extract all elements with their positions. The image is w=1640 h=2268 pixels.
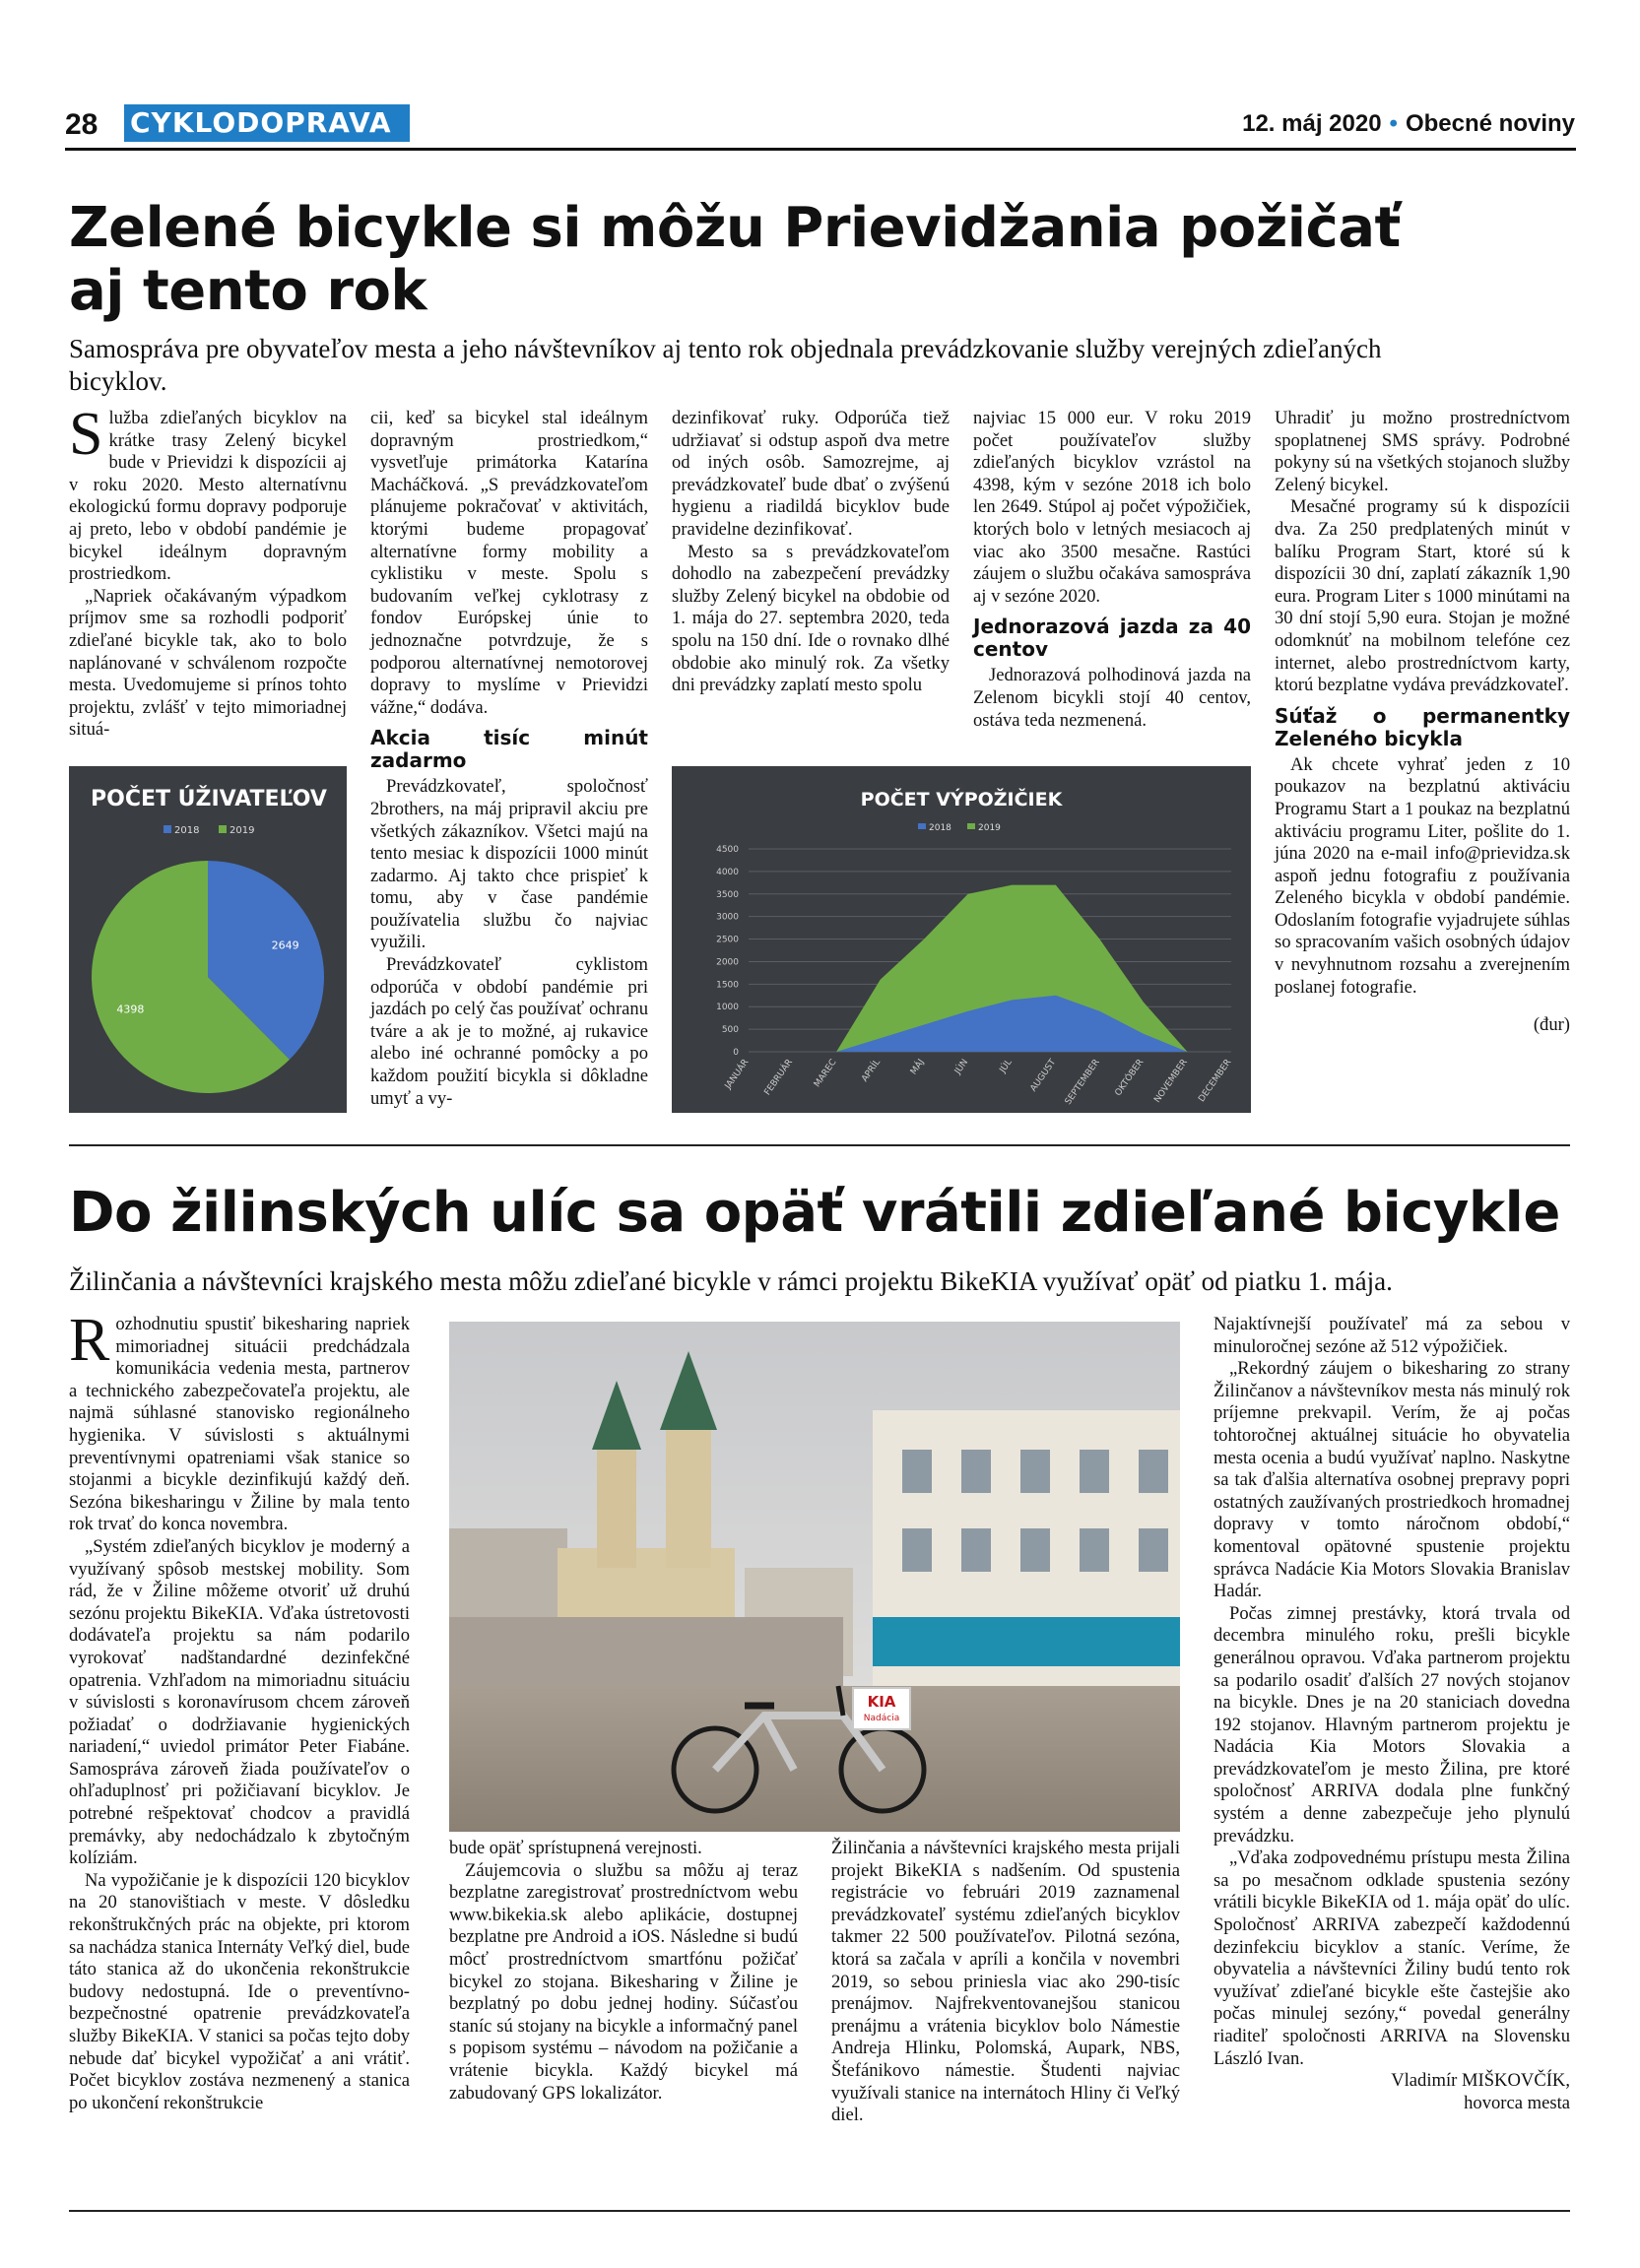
legend-swatch <box>967 823 975 829</box>
article1-lead-line1: Samospráva pre obyvateľov mesta a jeho návštevníkov aj tento rok objednala prevádzkovanie služby verejných zdieľaných <box>69 334 1382 363</box>
paragraph: Počas zimnej prestávky, ktorá trvala od decembra minulého roku, prešli bicykle generálnou opravou. Vďaka partnerom projektu sa podarilo osadiť ďalších 27 nových stojanov na bicykle. Dnes je na 20 staniciach dovedna 192 stojanov. Hlavným partnerom projektu je Nadácia Kia Motors Slovakia a prevádzkovateľom je mesto Žilina, pre ktoré spoločnosť ARRIVA dodala plne funkčný systém a denne zabezpečuje jeho plynulú prevádzku. <box>1214 1602 1570 1847</box>
page-number: 28 <box>65 108 98 141</box>
article1-column-2 <box>370 408 648 1110</box>
paragraph: „Rekordný záujem o bikesharing zo strany Žilinčanov a návštevníkov mesta nás minulý rok príjemne prekvapil. Verím, že aj počas tohtoročnej aktuálnej situácie ho obyvatelia mesta ocenia a budú využívať naplno. Naskytne sa tak ďalšia alternatíva osobnej prepravy popri ostatných zaužívaných prostriedkoch hromadnej dopravy v tomto náročnom období,“ komentoval opätovné spustenie projektu správca Nadácie Kia Motors Slovakia Branislav Hadár. <box>1214 1358 1570 1602</box>
signature-role: hovorca mesta <box>1464 2092 1570 2113</box>
paragraph: lužba zdieľaných bicyklov na krátke trasy Zelený bicykel bude v Prievidzi k dispozícii aj v roku 2020. Mesto alternatívnu ekologickú formu dopravy podporuje aj preto, lebo v období pandémie je bicykel ideálnym dopravným prostriedkom. <box>69 408 347 585</box>
article2-column-3 <box>831 1838 1180 2127</box>
article1-column-4 <box>973 408 1251 732</box>
stone-wall <box>449 1617 843 1696</box>
paragraph: ozhodnutiu spustiť bikesharing napriek mimoriadnej situácii predchádzala komunikácia vedenia mesta, partnerov a technického zabezpečovateľa projektu, ale najmä súhlasné stanovisko regionálneho hygienika. V súvislosti s aktuálnymi preventívnymi opatreniami však stanice so stojanmi a bicykle dezinfikujú každý deň. Sezóna bikesharingu v Žiline by mala tento rok trvať do konca novembra. <box>69 1314 410 1535</box>
paragraph: Jednorazová polhodinová jazda na Zelenom bicykli stojí 40 centov, ostáva teda nezmenená. <box>973 665 1251 731</box>
x-tick-label: OKTÓBER <box>1113 1057 1147 1098</box>
church-tower-right <box>666 1430 711 1568</box>
legend-label: 2019 <box>978 823 1001 833</box>
y-tick-label: 4000 <box>716 867 739 877</box>
article1-lead-line2: bicyklov. <box>69 366 167 396</box>
paragraph: „Napriek očakávaným výpadkom príjmov sme sa rozhodli podporiť zdieľané bicykle tak, ako to bolo naplánované v schválenom rozpočte mesta. Uvedomujeme si prínos tohto projektu, zvlášť v tejto mimoriadnej situá- <box>69 585 347 741</box>
dropcap: S <box>69 401 103 468</box>
users-pie-chart <box>69 766 347 1113</box>
subheading: Súťaž o permanentky Zeleného bicykla <box>1275 703 1570 750</box>
subheading: Jednorazová jazda za 40 centov <box>973 615 1251 662</box>
pie-slices <box>92 861 324 1093</box>
photo-illustration <box>449 1322 1180 1832</box>
y-tick-label: 4500 <box>716 845 739 855</box>
y-tick-label: 3000 <box>716 912 739 923</box>
section-label: CYKLODOPRAVA <box>124 104 410 142</box>
paragraph: Prevádzkovateľ, spoločnosť 2brothers, na máj pripravil akciu pre všetkých zákazníkov. Všetci majú na tento mesiac k dispozícii 1000 minút zadarmo. Aj takto chce prispieť k tomu, aby v čase pandémie používatelia službu čo najviac využili. <box>370 776 648 953</box>
subheading: Akcia tisíc minút zadarmo <box>370 726 648 773</box>
bottom-rule <box>69 2210 1570 2212</box>
paragraph: bude opäť sprístupnená verejnosti. <box>449 1838 702 1858</box>
legend-swatch <box>164 825 171 833</box>
pie-data-label: 4398 <box>116 1003 145 1016</box>
x-tick-label: MÁJ <box>908 1057 927 1077</box>
x-tick-label: MAREC <box>812 1057 839 1090</box>
bike-station-photo <box>449 1322 1180 1832</box>
chart-legend <box>918 823 1001 833</box>
article2-column-4 <box>1214 1314 1570 2114</box>
x-tick-label: JÚL <box>998 1057 1015 1075</box>
issue-date: 12. máj 2020 <box>1242 110 1382 137</box>
paragraph: „Systém zdieľaných bicyklov je moderný a využívaný spôsob mestskej mobility. Som rád, že v Žiline môžeme otvoriť už druhú sezónu projektu BikeKIA. Vďaka ústretovosti dodávateľa projektu sa nám podarilo vyrokovať nadštandardné dezinfekčné opatrenia. Vzhľadom na mimoriadnu situáciu v súvislosti s koronavírusom chcem zároveň požiadať o dodržiavanie hygienických nariadení,“ uviedol primátor Peter Fiabáne. Samospráva zároveň žiada používateľov o ohľaduplnosť pri požičiavaní bicyklov. Je potrebné rešpektovať chodcov a pravidlá premávky, aby nedochádzalo k zbytočným kolíziám. <box>69 1535 410 1869</box>
x-axis-ticks <box>721 1057 1233 1107</box>
paragraph: dezinfikovať ruky. Odporúča tiež udržiavať si odstup aspoň dva metre od iných osôb. Samozrejme, aj prevádzkovateľ bude dbať o zvýšenú hygienu a riadildá bicyklov bude pravidelne dezinfikovať. <box>672 408 950 540</box>
y-tick-label: 1000 <box>716 1003 739 1013</box>
x-tick-label: APRÍL <box>860 1057 884 1084</box>
legend-label: 2019 <box>230 825 255 836</box>
paragraph: Mesto sa s prevádzkovateľom dohodlo na zabezpečení prevádzky služby Zelený bicykel na obdobie od 1. mája do 27. septembra 2020, teda spolu na 150 dní. Ide o rovnako dlhé obdobie ako minulý rok. Za všetky dni prevádzky zaplatí mesto spolu <box>672 541 950 696</box>
foundation-text: Nadácia <box>863 1714 900 1723</box>
signature: (đur) <box>1533 1014 1570 1036</box>
separator-dot: • <box>1389 110 1398 137</box>
signature-name: Vladimír MIŠKOVČÍK, <box>1391 2070 1570 2092</box>
y-tick-label: 2000 <box>716 957 739 968</box>
paved-square <box>449 1686 1180 1832</box>
y-tick-label: 500 <box>721 1025 739 1036</box>
paragraph: Žilinčania a návštevníci krajského mesta prijali projekt BikeKIA s nadšením. Od spustenia registrácie vo februári 2019 zaznamenal prevádzkovateľ systému zdieľaných bicyklov takmer 22 500 používateľov. Pilotná sezóna, ktorá sa začala v apríli a končila v novembri 2019, so sebou priniesla viac ako 290-tisíc prenájmov. Najfrekventovanejšou stanicou prenájmu a vrátenia bicyklov bolo Námestie Andreja Hlinku, Polomská, Aupark, NBS, Štefánikovo námestie. Študenti najviac využívali stanice na internátoch Hliny či Veľký diel. <box>831 1838 1180 2126</box>
y-tick-label: 2500 <box>716 935 739 945</box>
y-tick-label: 1500 <box>716 980 739 991</box>
legend-swatch <box>918 823 926 829</box>
x-tick-label: NOVEMBER <box>1152 1057 1190 1105</box>
y-tick-label: 3500 <box>716 889 739 900</box>
shop-facade <box>873 1617 1180 1666</box>
article1-column-1 <box>69 401 347 742</box>
pie-data-label: 2649 <box>271 939 299 952</box>
x-tick-label: JÚN <box>952 1057 971 1076</box>
paragraph: Záujemcovia o službu sa môžu aj teraz bezplatne zaregistrovať prostredníctvom webu www.bikekia.sk alebo aplikácie, dostupnej bezplatne pre Android a iOS. Následne si budú môcť prostredníctvom smartfónu požičať bicykel zo stojana. Bikesharing v Žiline je bezplatný po dobu jednej hodiny. Súčasťou staníc sú stojany na bicykle a informačný panel s popisom systému – návodom na požičanie a vrátenie bicykla. Každý bicykel má zabudovaný GPS lokalizátor. <box>449 1859 798 2104</box>
article1-column-5 <box>1275 408 1570 1037</box>
paragraph: Na vypožičanie je k dispozícii 120 bicyklov na 20 stanovištiach v meste. V dôsledku rekonštrukčných prác na objekte, pri ktorom sa nachádza stanica Internáty Veľký diel, bude táto stanica až do ukončenia rekonštrukcie budovy nedostupná. Ide o preventívno-bezpečnostné opatrenie prevádzkovateľa služby BikeKIA. V stanici sa počas tejto doby nebude dať bicykel vypožičať a ani vrátiť. Počet bicyklov zostáva nezmenený a stanica po ukončení rekonštrukcie <box>69 1869 410 2113</box>
x-tick-label: DECEMBER <box>1197 1057 1234 1105</box>
chart-title: POČET ÚŽIVATEĽOV <box>91 787 327 811</box>
article1-lead <box>69 333 1566 398</box>
legend-label: 2018 <box>174 825 200 836</box>
article1-headline-line2: aj tento rok <box>69 259 427 323</box>
chart-title: POČET VÝPOŽIČIEK <box>860 789 1063 810</box>
kia-logo-text: KIA <box>867 1693 896 1711</box>
paragraph: Najaktívnejší používateľ má za sebou v minuloročnej sezóne až 512 výpožičiek. <box>1214 1314 1570 1357</box>
rentals-area-chart <box>672 766 1251 1113</box>
chart-legend <box>164 825 254 836</box>
x-tick-label: SEPTEMBER <box>1063 1057 1102 1107</box>
paragraph: Prevádzkovateľ cyklistom odporúča v období pandémie pri jazdách po celý čas používať ochranu tváre a ak je to možné, aj rukavice alebo iné ochranné pomôcky a po každom použití bicykla si dôkladne umyť a vy- <box>370 954 648 1109</box>
x-tick-label: AUGUST <box>1028 1057 1059 1094</box>
paragraph: Mesačné programy sú k dispozícii dva. Za 250 predplatených minút v balíku Program Start, ktoré sú k dispozícii 30 dní, zaplatí zákazník 1,90 eura. Program Liter s 1000 minútami na 30 dní stojí 5,90 eura. Stojan je možné odomknúť na mobilnom telefóne cez internet, alebo prostredníctvom karty, ktorú bezplatne vydáva prevádzkovateľ. <box>1275 496 1570 696</box>
paragraph: „Vďaka zodpovednému prístupu mesta Žilina sa po mesačnom odklade spustenia sezóny vrátili bicykle BikeKIA od 1. mája opäť do ulíc. Spoločnosť ARRIVA zabezpečí každodennú dezinfekciu bicyklov a staníc. Veríme, že obyvatelia a návštevníci Žiliny budú tento rok využívať zdieľané bicykle ešte častejšie ako počas minulej sezóny,“ povedal generálny riaditeľ spoločnosti ARRIVA na Slovensku László Ivan. <box>1214 1847 1570 2069</box>
issue-info <box>1242 110 1575 138</box>
y-axis-ticks <box>716 845 739 1058</box>
article2-column-2 <box>449 1838 798 2105</box>
pie-chart-svg <box>69 766 347 1113</box>
article2-headline: Do žilinských ulíc sa opäť vrátili zdieľané bicykle <box>69 1181 1560 1245</box>
publication-name: Obecné noviny <box>1405 110 1575 137</box>
y-tick-label: 0 <box>733 1048 739 1058</box>
paragraph: cii, keď sa bicykel stal ideálnym dopravným prostriedkom,“ vysvetľuje primátorka Katarína Macháčková. „S prevádzkovateľom plánujeme pokračovať v aktivitách, ktorými budeme propagovať alternatívne formy mobility a cyklistiku v meste. Spolu s budovaním veľkej cyklotrasy z fondov Európskej únie to jednoznačne potvrdzuje, že s podporou alternatívnej nemotorovej dopravy to myslíme v Prievidzi vážne,“ dodáva. <box>370 408 648 718</box>
paragraph: Ak chcete vyhrať jeden z 10 poukazov na bezplatnú aktiváciu Programu Start a 1 poukaz na bezplatnú aktiváciu programu Liter, pošlite do 1. júna 2020 na e-mail info@prievidza.sk aspoň jednu fotografiu z používania Zeleného bicykla v období pandémie. Odoslaním fotografie vyjadrujete súhlas so spracovaním vašich osobných údajov v nevyhnutnom rozsahu a zverejnením poslanej fotografie. <box>1275 753 1570 998</box>
area-chart-svg <box>672 766 1251 1113</box>
church-tower-left <box>597 1450 636 1568</box>
paragraph: najviac 15 000 eur. V roku 2019 počet používateľov služby zdieľaných bicyklov vzrástol na 4398, kým v sezóne 2018 ich bolo len 2649. Stúpol aj počet výpožičiek, ktorých bolo v letných mesiacoch aj viac ako 3500 mesačne. Rastúci záujem o službu očakáva samospráva aj v sezóne 2020. <box>973 408 1251 607</box>
legend-swatch <box>219 825 227 833</box>
article2-lead: Žilinčania a návštevníci krajského mesta môžu zdieľané bicykle v rámci projektu BikeKIA využívať opäť od piatku 1. mája. <box>69 1266 1393 1296</box>
x-tick-label: JANUÁR <box>723 1057 752 1091</box>
dropcap: R <box>69 1307 110 1374</box>
x-tick-label: FEBRUÁR <box>762 1057 796 1098</box>
article1-headline <box>69 197 1401 323</box>
article-divider <box>69 1144 1570 1146</box>
header-rule <box>65 148 1576 151</box>
article2-column-1 <box>69 1307 410 2114</box>
area-series <box>749 885 1231 1052</box>
article1-headline-line1: Zelené bicykle si môžu Prievidžania požičať <box>69 196 1401 260</box>
legend-label: 2018 <box>929 823 951 833</box>
article1-column-3 <box>672 408 950 697</box>
paragraph: Uhradiť ju možno prostredníctvom spoplatnenej SMS správy. Podrobné pokyny sú na všetkých stojanoch služby Zelený bicykel. <box>1275 408 1570 495</box>
